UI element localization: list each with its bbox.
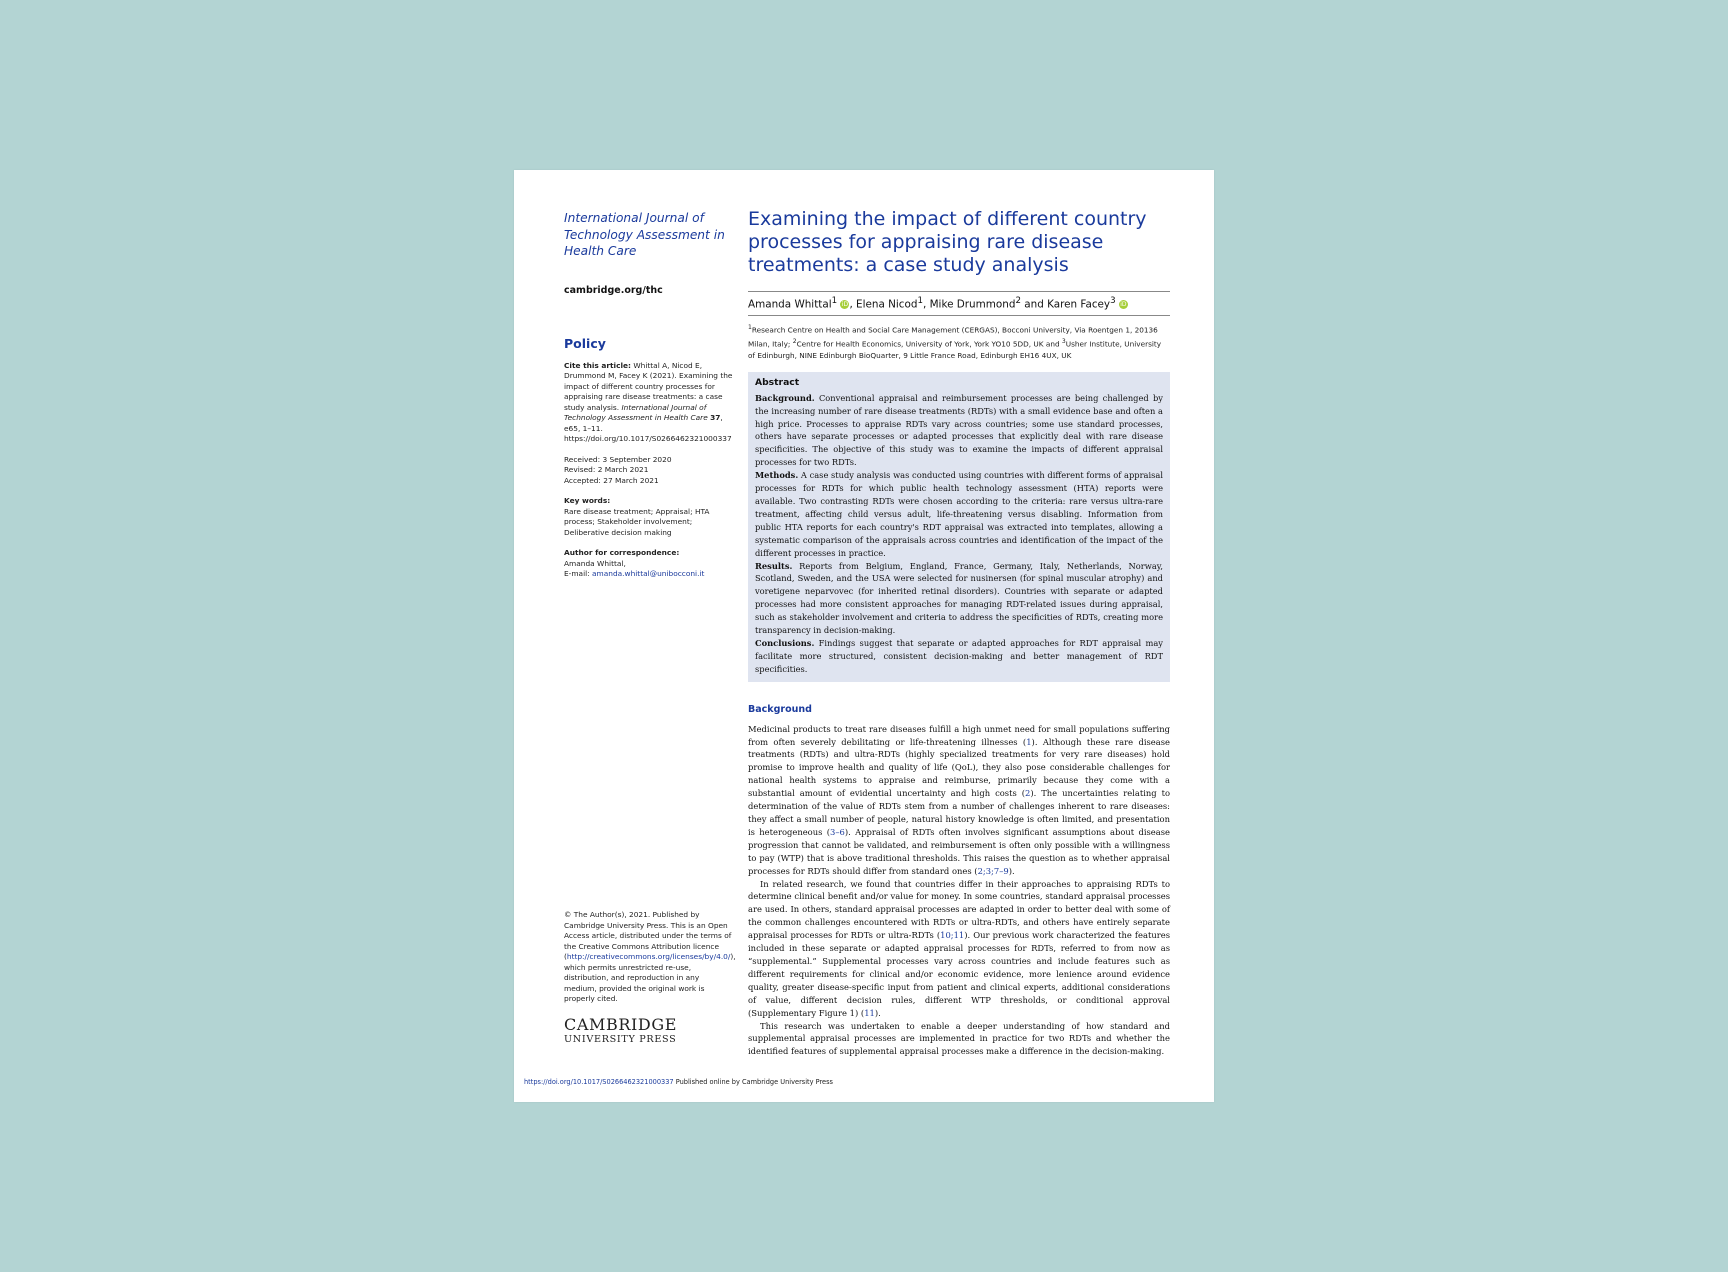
keywords-text: Rare disease treatment; Appraisal; HTA process; Stakeholder involvement; Deliberative decision making (564, 506, 710, 537)
author-name: and Karen Facey (1020, 298, 1111, 311)
abstract-text: Conventional appraisal and reimbursement processes are being challenged by the increasing number of rare disease treatments (RDTs) with a small evidence base and often a high price. Processes to appraise RDTs vary across countries; some use standard processes, others have separate processes or adapted processes that explicitly deal with rare disease specificities. The objective of this study was to examine the impacts of different appraisal processes for two RDTs. (755, 392, 1163, 468)
abstract-label: Results. (755, 560, 793, 571)
abstract-conclusions (755, 637, 1163, 676)
affil-marker: 3 (1110, 296, 1116, 306)
correspondence (564, 548, 734, 580)
reference-link[interactable]: 2;3;7–9 (977, 865, 1009, 876)
reference-link[interactable]: 10;11 (940, 930, 965, 941)
correspondence-label: Author for correspondence: (564, 548, 680, 557)
license-link[interactable]: http://creativecommons.org/licenses/by/4.0/ (566, 952, 731, 961)
article-main (748, 208, 1170, 1058)
reference-link[interactable]: 1 (1026, 736, 1032, 747)
author-name: , Elena Nicod (849, 298, 918, 311)
keywords (564, 496, 734, 538)
abstract-box (748, 372, 1170, 682)
dates (564, 455, 734, 487)
received-date: Received: 3 September 2020 (564, 454, 672, 464)
abstract-text: A case study analysis was conducted using countries with different forms of appraisal processes for RDTs for which public health technology assessment (HTA) reports were available. Two contrasting RDTs were chosen according to the criteria: rare versus ultra-rare treatment, affecting child versus adult, life-threatening versus disabling. Information from public HTA reports for each country's RDT appraisal was extracted into templates, allowing a systematic comparison of the appraisals across countries and identification of the impact of the different processes in practice. (755, 470, 1163, 558)
cite-text: Whittal A, Nicod E, Drummond M, Facey K (2021). Examining the impact of different country processes for appraising rare disease treatments: a case study analysis. (564, 360, 733, 412)
journal-name: International Journal of Technology Assessment in Health Care (564, 211, 725, 258)
publisher-logo (564, 1016, 677, 1046)
abstract-heading: Abstract (755, 376, 800, 388)
reference-link[interactable]: 11 (864, 1007, 875, 1018)
article-page (514, 170, 1214, 1102)
correspondence-name: Amanda Whittal, (564, 558, 626, 568)
keywords-label: Key words: (564, 496, 611, 505)
doi-link[interactable]: https://doi.org/10.1017/S0266462321000337 (524, 1078, 674, 1086)
published-note: Published online by Cambridge University Press (673, 1078, 833, 1086)
abstract-methods (755, 469, 1163, 559)
reference-link[interactable]: 2 (1024, 788, 1031, 799)
article-meta (564, 361, 734, 580)
text-run: ). (1008, 865, 1015, 876)
text-run: ). Our previous work characterized the features included in these separate or adapted appraisal processes for RDTs, referred to from now as “supplemental.” Supplemental processes vary across countries and include features such as different requirements for clinical and/or economic evidence, more lenience around evidence quality, greater disease-specific input from patient and clinical experts, additional considerations of value, different decision rules, different WTP thresholds, or conditional approval (Supplementary Figure 1) ( (748, 930, 1170, 1018)
abstract-background (755, 392, 1163, 469)
text-run: ). (874, 1007, 881, 1018)
author-name: Amanda Whittal (748, 298, 832, 311)
section-label: Policy (564, 335, 606, 351)
paragraph (748, 723, 1170, 878)
email-link[interactable]: amanda.whittal@unibocconi.it (592, 569, 705, 578)
affil-marker: 3 (1061, 338, 1066, 346)
background-body (748, 723, 1170, 1059)
journal-site[interactable]: cambridge.org/thc (564, 284, 663, 296)
section-heading-background: Background (748, 703, 812, 715)
citation (564, 361, 734, 445)
cite-label: Cite this article: (564, 360, 631, 370)
publisher-name: CAMBRIDGE (564, 1015, 677, 1034)
cite-rest: , e65, 1–11. https://doi.org/10.1017/S0266462321000337 (564, 413, 732, 443)
author-list (748, 291, 1170, 316)
affiliation: Research Centre on Health and Social Care Management (CERGAS), Bocconi University, Via Roentgen 1, 20136 Milan, Italy; (748, 325, 1158, 349)
page-footer (524, 1078, 833, 1086)
abstract-label: Methods. (755, 470, 799, 481)
abstract-results (755, 560, 1163, 637)
orcid-icon[interactable]: iD (841, 301, 849, 309)
text-run: In related research, we found that countries differ in their approaches to appraising RDTs to determine clinical benefit and/or value for money. In some countries, standard appraisal processes are used. In others, standard appraisal processes are adapted in order to better deal with some of the common challenges encountered with RDTs or ultra-RDTs, and others have entirely separate appraisal processes for RDTs or ultra-RDTs ( (748, 878, 1170, 941)
publisher-subtitle: UNIVERSITY PRESS (564, 1034, 677, 1045)
affiliation: Usher Institute, University of Edinburgh, NINE Edinburgh BioQuarter, 9 Little France Road, Edinburgh EH16 4UX, UK (748, 339, 1162, 361)
text-run: ). The uncertainties relating to determination of the value of RDTs stem from a number of challenges inherent to rare diseases: they affect a small number of people, natural history knowledge is often limited, and presentation is heterogeneous ( (748, 788, 1170, 837)
paragraph: This research was undertaken to enable a deeper understanding of how standard and supplemental appraisal processes are implemented in practice for two RDTs and whether the identified features of supplemental appraisal processes make a difference in the decision-making. (748, 1020, 1170, 1057)
affil-marker: 2 (1015, 296, 1021, 306)
paragraph (748, 878, 1170, 1020)
email-label: E-mail: (564, 569, 593, 578)
affil-marker: 1 (831, 296, 838, 306)
license-post: ), which permits unrestricted re-use, distribution, and reproduction in any medium, provided the original work is properly cited. (564, 952, 736, 1003)
license-pre: © The Author(s), 2021. Published by Cambridge University Press. This is an Open Access article, distributed under the terms of the Creative Commons Attribution licence ( (564, 910, 732, 961)
accepted-date: Accepted: 27 March 2021 (564, 475, 659, 485)
cite-volume: 37 (710, 413, 721, 422)
orcid-icon[interactable]: iD (1120, 301, 1127, 309)
abstract-label: Background. (755, 392, 815, 403)
affiliation: Centre for Health Economics, University of York, York YO10 5DD, UK and (796, 339, 1062, 349)
affiliations (748, 322, 1170, 361)
affil-marker: 1 (748, 324, 752, 332)
text-run: ). Appraisal of RDTs often involves significant assumptions about disease progression that cannot be validated, and reimbursement is often only possible with a willingness to pay (WTP) that is above traditional thresholds. This raises the question as to whether appraisal processes for RDTs should differ from standard ones ( (748, 826, 1171, 876)
abstract-text: Findings suggest that separate or adapted approaches for RDT appraisal may facilitate more structured, consistent decision-making and better management of RDT specificities. (755, 637, 1163, 674)
license-notice (564, 910, 734, 1005)
article-title: Examining the impact of different country processes for appraising rare disease treatments: a case study analysis (748, 208, 1147, 276)
revised-date: Revised: 2 March 2021 (564, 465, 649, 474)
text-run: ). Although these rare disease treatments (RDTs) and ultra-RDTs (highly specialized treatments for very rare diseases) hold promise to improve health and quality of life (QoL), they also pose considerable challenges for national health systems to appraise and reimburse, primarily because they come with a substantial amount of evidential uncertainty and high costs ( (748, 736, 1170, 799)
author-name: , Mike Drummond (922, 298, 1016, 311)
affil-marker: 2 (792, 338, 797, 346)
abstract-text: Reports from Belgium, England, France, Germany, Italy, Netherlands, Norway, Scotland, Sweden, and the USA were selected for nusinersen (for spinal muscular atrophy) and voretigene neparvovec (for inherited retinal disorders). Countries with separate or adapted processes had more consistent approaches for managing RDT-related issues during appraisal, such as stakeholder involvement and criteria to address the specificities of RDTs, creating more transparency in decision-making. (755, 560, 1163, 636)
sidebar (564, 210, 734, 590)
cite-journal: International Journal of Technology Assessment in Health Care (564, 402, 708, 422)
abstract-label: Conclusions. (755, 637, 815, 648)
affil-marker: 1 (917, 296, 923, 306)
reference-link[interactable]: 3–6 (830, 826, 845, 837)
text-run: Medicinal products to treat rare diseases fulfill a high unmet need for small populations suffering from often severely debilitating or life-threatening illnesses ( (748, 723, 1170, 747)
